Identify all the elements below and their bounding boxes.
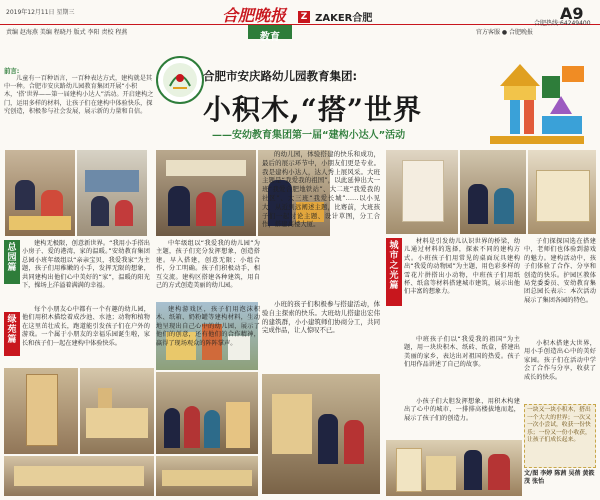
paragraph-3: 中年级组以“我爱我的幼儿园”为主题，孩子们充分发挥想象，创造搭建。早入搭建，创意无限；小组合作，分工明确。孩子们积极动手，相互交流。建构区搭建各种建筑，用自己的方式创造美丽的幼儿园。	[156, 240, 260, 290]
headline-sub: ——安幼教育集团第一届“建构小达人”活动	[212, 130, 406, 141]
paper-name: 合肥晚报	[222, 6, 287, 25]
text-block-8	[404, 336, 520, 372]
photo-large-structure	[528, 150, 596, 234]
editors-line: 责编 赵海燕 美编 程晓丹 版式 李阳 责校 程燕	[6, 29, 128, 36]
hotline: 合肥热线:64249400	[534, 20, 591, 27]
paragraph-5: 的幼儿园，体验搭建的快乐和成功，最后的展示环节中，小朋友们更是专业。我是建构小达人，达人秀上展风采。大班主题是“我爱我的祖国”，以此延伸出大一班“我爱合肥地铁站”、大二班“我爱我的社区”、大三班“我爱长城”……以小见大，从近到远阐述主题，比赛前，大班孩子们一起讨论主题、设计草图，分工合作，搭建高楼大厦。	[262, 150, 380, 229]
headline-main: 小积木,“搭”世界	[203, 93, 422, 126]
poem-text: 一块又一块小积木，搭出一个大大的世界；一次又一次小尝试，收获一份快乐；一份又一份小收获，让孩子们成长起来。	[527, 407, 591, 444]
toy-blocks-icon	[480, 56, 592, 156]
app-line: 官方客服 ● 合肥晚报	[476, 29, 534, 36]
zaker-label: ZAKER合肥	[315, 13, 373, 24]
photo-block-city	[80, 368, 154, 454]
photo-tall-blocks	[386, 440, 522, 496]
text-block-3	[156, 240, 260, 292]
paragraph-9: 小孩子们大胆发挥想象，用积木构建出了心中的城市，一排排高楼拔地而起，展示了孩子们的创造力。	[404, 398, 520, 422]
intro-box	[4, 68, 154, 146]
photo-group-kids	[156, 372, 258, 454]
zaker-logo	[298, 6, 373, 24]
zaker-icon: Z	[298, 11, 310, 23]
intro-label: 前言:	[4, 67, 20, 75]
paragraph-4: 建构游戏区，孩子们用泡沫积木、纸箱、奶粉罐等建构材料，生动地呈现出自己心中的幼儿园，展示了他们的创意，还有他们的合作精神，赢得了现场观众的阵阵掌声。	[156, 306, 260, 347]
photo-paper-cup-tower	[386, 150, 458, 234]
page-number: A9	[560, 4, 584, 23]
headline-kicker: 合肥市安庆路幼儿园教育集团:	[203, 69, 358, 83]
text-block-9	[404, 398, 520, 425]
text-block-1	[22, 240, 150, 292]
paragraph-10: 子们探探国选在搭建中，老师们也体验到游戏的魅力。建构活动中，孩子们体验了合作、分享和创造的快乐。护园区教体局党委委员、安幼教育集团总园长表示：本次活动展示了集团各园的特色。	[524, 238, 596, 304]
block-decoration	[480, 56, 592, 156]
photo-kids-building-1	[5, 150, 75, 236]
photo-kids-building-2	[77, 150, 147, 236]
byline: 文/图 李婷 陈茜 吴蓓 黄筱茂 张怡	[524, 470, 595, 485]
photo-kids-row	[4, 456, 154, 496]
section-tag-2: 绿苑篇	[4, 312, 20, 356]
photo-blocks-floor	[156, 456, 258, 496]
paragraph-8: 中班孩子们以“我爱我的祖国”为主题，用一块块积木、纸砖、纸盒，搭建出美丽的家乡，表达出对祖国的热爱。孩子们用作品讲述了自己的故事。	[404, 336, 520, 369]
text-block-6	[262, 300, 380, 337]
paragraph-2: 每个小朋友心中都有一个有趣的幼儿园，他们用积木描绘着成沙池、水池；动物和植物在这里茁壮成长，跑道能引发孩子们在户外的游戏。一个属于小朋友的幸福乐园诞生啦，家长和孩子们一起在建构中体验快乐。	[22, 306, 150, 347]
photo-kids-building-3	[156, 150, 256, 236]
photo-classroom-building	[262, 374, 380, 494]
text-block-10	[524, 238, 596, 307]
text-block-4	[156, 306, 260, 350]
paragraph-6: 小班的孩子们积极参与搭建活动，体验自主探索的快乐。大班幼儿搭建出宏伟的建筑群，小小建筑师们协商分工，共同完成作品，让人惊叹不已。	[262, 300, 380, 335]
section-title-text: 教育	[260, 32, 280, 43]
text-block-5	[262, 150, 380, 231]
intro-text: 儿童有一百种语言，一百种表达方式，建构就是其中一种。合肥市安庆路幼儿园教育集团开展“小积木，‘搭’世界——第一届建构小达人”活动。开启建构之门，运用多样的材料，让孩子们在建构中体验快乐，探究创造，积极参与社会发展，展示新的力量和自信。	[4, 75, 154, 115]
logo-emblem-icon	[158, 58, 202, 102]
text-block-2	[22, 306, 150, 350]
section-title	[248, 25, 292, 43]
section-tag-3: 城市之光篇	[386, 238, 402, 306]
paragraph-7: 材料是引发幼儿认识世界的桥梁，幼儿通过材料的选择，探索不同的建构方式。小班孩子们用常见的桌面玩具建构出“我爱的动物园”为主题，用色彩多样的雪花片拼搭出小动物，中班孩子们用纸杯、纸盒等材料搭建城市建筑，展示出他们丰富的想象力。	[404, 238, 520, 296]
paragraph-1: 建构无极限，创意新世界。“我用小手搭出小房子、爱的港湾，家的温暖。”安幼教育集团总园小班年级组以“亲亲宝贝，我爱我家”为主题，孩子们用稚嫩的小手，发挥无限的想象，共同建构出他们心中美好的“家”，温暖的阳光下，操场上洋溢着满满的幸福。	[22, 240, 150, 290]
school-logo	[156, 56, 204, 104]
masthead	[0, 0, 600, 26]
photo-wooden-tower	[4, 368, 78, 454]
text-block-7	[404, 238, 520, 299]
paragraph-11: 小积木搭建大世界，用小手创造出心中的美好家园。孩子们在活动中学会了合作与分享，收获了成长的快乐。	[524, 340, 596, 381]
date-line: 2019年12月11日 星期三	[6, 9, 75, 16]
poem-box	[524, 404, 596, 468]
photo-kids-sitting	[460, 150, 526, 234]
section-tag-1: 总园篇	[4, 240, 20, 284]
section-bar	[0, 20, 600, 43]
text-block-11	[524, 340, 596, 384]
